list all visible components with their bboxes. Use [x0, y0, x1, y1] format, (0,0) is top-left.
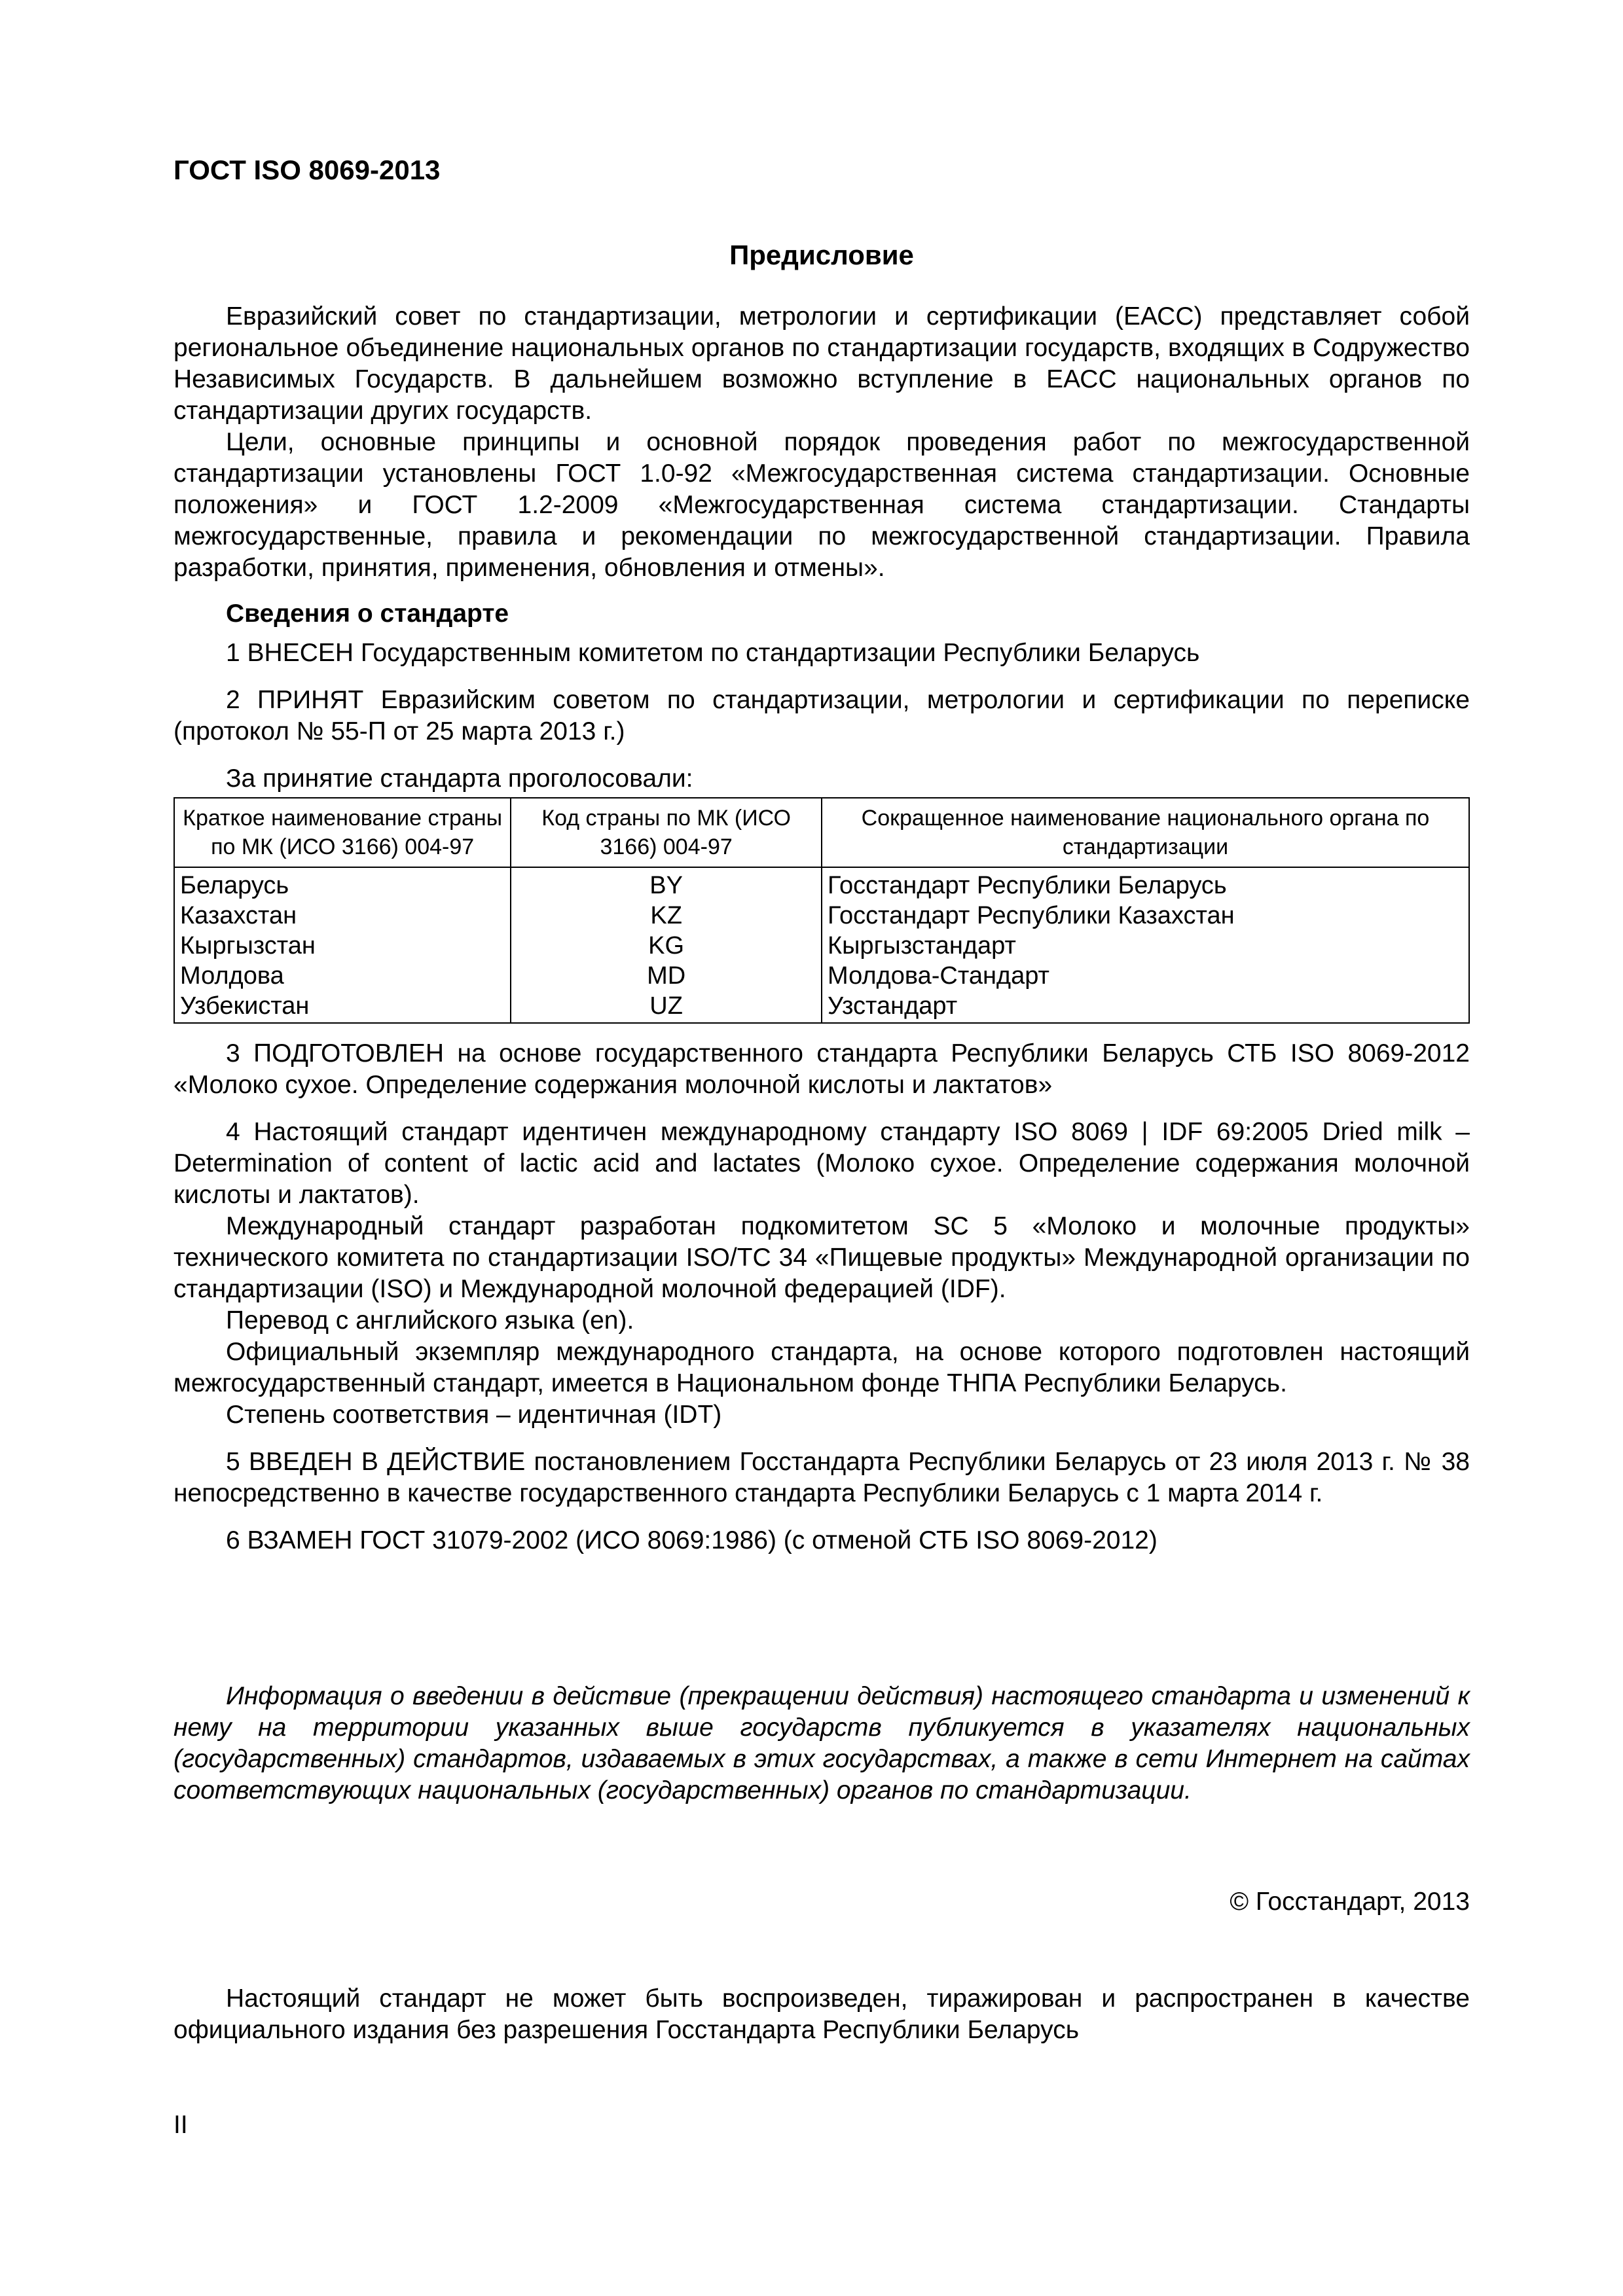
item-2-paragraph: 2 ПРИНЯТ Евразийским советом по стандартизации, метрологии и сертификации по переписке (протокол № 55-П от 25 марта 2013 г.): [173, 686, 1470, 745]
column-header-code: Код страны по МК (ИСО 3166) 004-97: [511, 798, 822, 867]
voting-countries-table: [173, 797, 1470, 1024]
intro-paragraph: Цели, основные принципы и основной порядок проведения работ по межгосударственной стандартизации установлены ГОСТ 1.0-92 «Межгосударственная система стандартизации. Основные положения» и ГОСТ 1.2-2009 «Межгосударственная система стандартизации. Стандарты межгосударственные, правила и рекомендации по межгосударственной стандартизации. Правила разработки, принятия, применения, обновления и отмены».: [173, 428, 1470, 582]
column-header-body: Сокращенное наименование национального органа по стандартизации: [822, 798, 1469, 867]
country-code-cell: KG: [511, 931, 822, 961]
country-code-cell: KZ: [511, 901, 822, 931]
page-number: II: [173, 2111, 188, 2139]
item-4-conformity-paragraph: Степень соответствия – идентичная (IDT): [226, 1401, 722, 1429]
info-note: Информация о введении в действие (прекращении действия) настоящего стандарта и изменений к нему на территории указанных выше государств публикуется в указателях национальных (государственных) стандартов, издаваемых в этих государствах, а также в сети Интернет на сайтах соответствующих национальных (государственных) органов по стандартизации.: [173, 1682, 1470, 1804]
reproduction-notice: Настоящий стандарт не может быть воспроизведен, тиражирован и распространен в качестве официального издания без разрешения Госстандарта Республики Беларусь: [173, 1984, 1470, 2044]
standards-body-cell: Молдова-Стандарт: [822, 961, 1469, 991]
country-cell: Узбекистан: [174, 991, 511, 1023]
item-4-paragraph: 4 Настоящий стандарт идентичен международному стандарту ISO 8069 | IDF 69:2005 Dried milk – Determination of content of lactic acid and lactates (Молоко сухое. Определение содержания молочной кислоты и лактатов).: [173, 1118, 1470, 1209]
country-code-cell: BY: [511, 867, 822, 901]
standards-body-cell: Госстандарт Республики Беларусь: [822, 867, 1469, 901]
intro-paragraph: Евразийский совет по стандартизации, метрологии и сертификации (ЕАСС) представляет собой региональное объединение национальных органов по стандартизации государств, входящих в Содружество Независимых Государств. В дальнейшем возможно вступление в ЕАСС национальных органов по стандартизации других государств.: [173, 302, 1470, 425]
country-code-cell: MD: [511, 961, 822, 991]
standards-body-cell: Госстандарт Республики Казахстан: [822, 901, 1469, 931]
voted-label: За принятие стандарта проголосовали:: [226, 764, 693, 793]
table-header-row: [174, 798, 1469, 867]
item-1-paragraph: 1 ВНЕСЕН Государственным комитетом по стандартизации Республики Беларусь: [226, 639, 1200, 667]
country-cell: Казахстан: [174, 901, 511, 931]
item-4-translation-paragraph: Перевод с английского языка (en).: [226, 1306, 634, 1335]
document-page: [173, 151, 1470, 2046]
document-code-header: ГОСТ ISO 8069-2013: [173, 154, 441, 185]
item-4-official-copy-paragraph: Официальный экземпляр международного стандарта, на основе которого подготовлен настоящий межгосударственный стандарт, имеется в Национальном фонде ТНПА Республики Беларусь.: [173, 1338, 1470, 1397]
country-cell: Молдова: [174, 961, 511, 991]
item-3-paragraph: 3 ПОДГОТОВЛЕН на основе государственного стандарта Республики Беларусь СТБ ISO 8069-2012 «Молоко сухое. Определение содержания молочной кислоты и лактатов»: [173, 1039, 1470, 1099]
table-row: [174, 991, 1469, 1023]
standard-info-heading: Сведения о стандарте: [226, 600, 509, 628]
item-4-subcommittee-paragraph: Международный стандарт разработан подкомитетом SC 5 «Молоко и молочные продукты» технического комитета по стандартизации ISO/TC 34 «Пищевые продукты» Международной организации по стандартизации (ISO) и Международной молочной федерацией (IDF).: [173, 1212, 1470, 1303]
table-row: [174, 961, 1469, 991]
table-row: [174, 901, 1469, 931]
standards-body-cell: Узстандарт: [822, 991, 1469, 1023]
copyright-line: © Госстандарт, 2013: [1230, 1888, 1470, 1916]
standards-body-cell: Кыргызстандарт: [822, 931, 1469, 961]
column-header-country: Краткое наименование страны по МК (ИСО 3166) 004-97: [174, 798, 511, 867]
section-title: Предисловие: [729, 240, 914, 270]
country-cell: Кыргызстан: [174, 931, 511, 961]
item-6-paragraph: 6 ВЗАМЕН ГОСТ 31079-2002 (ИСО 8069:1986) (с отменой СТБ ISO 8069-2012): [226, 1526, 1158, 1554]
table-row: [174, 867, 1469, 901]
item-5-paragraph: 5 ВВЕДЕН В ДЕЙСТВИЕ постановлением Госстандарта Республики Беларусь от 23 июля 2013 г. № 38 непосредственно в качестве государственного стандарта Республики Беларусь с 1 марта 2014 г.: [173, 1448, 1470, 1507]
country-cell: Беларусь: [174, 867, 511, 901]
table-row: [174, 931, 1469, 961]
country-code-cell: UZ: [511, 991, 822, 1023]
